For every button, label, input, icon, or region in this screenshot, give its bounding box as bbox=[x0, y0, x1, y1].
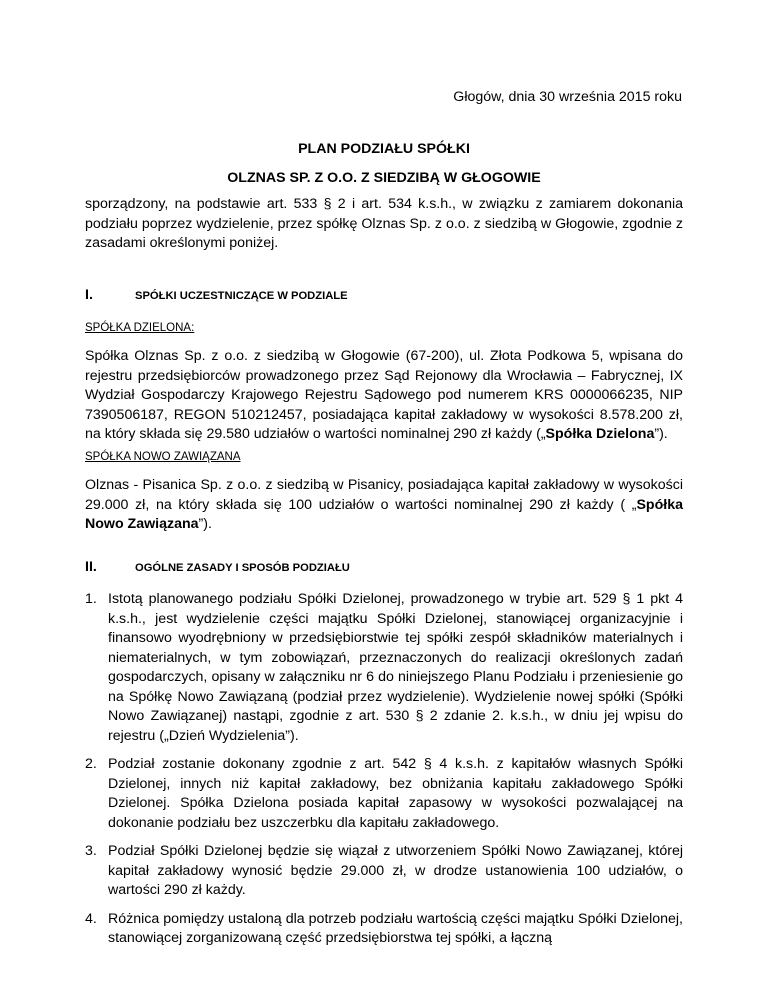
list-item bbox=[85, 842, 683, 901]
list-item bbox=[85, 590, 683, 746]
section-2-title: OGÓLNE ZASADY I SPOSÓB PODZIAŁU bbox=[135, 562, 350, 574]
list-item-text: Podział zostanie dokonany zgodnie z art. 542 § 4 k.s.h. z kapitałów własnych Spółki Dzielonej, innych niż kapitał zakładowy, bez obniżania kapitału zakładowego Spółki Dzielonej. Spółka Dzielona posiada kapitał zapasowy w wysokości pozwalającej na dokonanie podziału bez uszczerbku dla kapitału zakładowego. bbox=[108, 756, 683, 831]
list-item-text: Istotą planowanego podziału Spółki Dzielonej, prowadzonego w trybie art. 529 § 1 pkt 4 k.s.h., jest wydzielenie części majątku Spółki Dzielonej, stanowiącej organizacyjnie i finansowo wyodrębniony w przedsiębiorstwie tej spółki zespół składników materialnych i niematerialnych, w tym zobowiązań, przeznaczonych do realizacji określonych zadań gospodarczych, opisany w załączniku nr 6 do niniejszego Planu Podziału i przeniesienie go na Spółkę Nowo Zawiązaną (podział przez wydzielenie). Wydzielenie nowej spółki (Spółki Nowo Zawiązanej) nastąpi, zgodnie z art. 530 § 2 zdanie 2. k.s.h., w dniu jej wpisu do rejestru („Dzień Wydzielenia”). bbox=[108, 591, 683, 744]
section-1-heading bbox=[85, 286, 683, 307]
list-item-number: 1. bbox=[85, 591, 97, 607]
list-item-number: 4. bbox=[85, 910, 97, 927]
subheading-spolka-dzielona: SPÓŁKA DZIELONA: bbox=[85, 322, 195, 334]
spolka-nowo-zawiazana-paragraph bbox=[85, 476, 683, 535]
spolka-dzielona-paragraph bbox=[85, 347, 683, 445]
section-2-heading bbox=[85, 558, 683, 579]
division-rules-list bbox=[85, 590, 683, 958]
spolka-nowo-zawiazana-defined-term: Spółka Nowo Zawiązana bbox=[85, 496, 683, 532]
spolka-nowo-zawiazana-text-end: ”). bbox=[198, 516, 212, 532]
spolka-dzielona-defined-term: Spółka Dzielona bbox=[545, 426, 655, 442]
section-1-number: I. bbox=[85, 287, 93, 303]
document-subtitle: OLZNAS SP. Z O.O. Z SIEDZIBĄ W GŁOGOWIE bbox=[227, 170, 541, 186]
spolka-dzielona-text: Spółka Olznas Sp. z o.o. z siedzibą w Głogowie (67-200), ul. Złota Podkowa 5, wpisana do rejestru przedsiębiorców prowadzonego przez Sąd Rejonowy dla Wrocławia – Fabrycznej, IX Wydział Gospodarczy Krajowego Rejestru Sądowego pod numerem KRS 0000066235, NIP 7390506187, REGON 510212457, posiadająca kapitał zakładowy w wysokości 8.578.200 zł, na który składa się 29.580 udziałów o wartości nominalnej 290 zł każdy („ bbox=[85, 348, 683, 442]
spolka-dzielona-text-end: ”). bbox=[654, 426, 668, 442]
list-item-number: 2. bbox=[85, 756, 97, 772]
list-item bbox=[85, 910, 683, 949]
list-item-text: Różnica pomiędzy ustaloną dla potrzeb podziału wartością części majątku Spółki Dzielonej, stanowiącej zorganizowaną część przedsiębiorstwa tej spółki, a łączną bbox=[108, 910, 683, 946]
subheading-spolka-nowo-zawiazana: SPÓŁKA NOWO ZAWIĄZANA bbox=[85, 451, 241, 463]
date-line: Głogów, dnia 30 września 2015 roku bbox=[453, 89, 682, 105]
section-1-title: SPÓŁKI UCZESTNICZĄCE W PODZIALE bbox=[135, 290, 348, 302]
list-item-number: 3. bbox=[85, 843, 97, 859]
section-2-number: II. bbox=[85, 559, 97, 575]
list-item-text: Podział Spółki Dzielonej będzie się wiązał z utworzeniem Spółki Nowo Zawiązanej, której kapitał zakładowy wynosić będzie 29.000 zł, w drodze ustanowienia 100 udziałów, o wartości 290 zł każdy. bbox=[108, 843, 683, 898]
document-title: PLAN PODZIAŁU SPÓŁKI bbox=[298, 141, 470, 157]
intro-paragraph: sporządzony, na podstawie art. 533 § 2 i art. 534 k.s.h., w związku z zamiarem dokonania podziału poprzez wydzielenie, przez spółkę Olznas Sp. z o.o. z siedzibą w Głogowie, zgodnie z zasadami określonymi poniżej. bbox=[85, 196, 683, 251]
list-item bbox=[85, 755, 683, 833]
spolka-nowo-zawiazana-text: Olznas - Pisanica Sp. z o.o. z siedzibą w Pisanicy, posiadająca kapitał zakładowy w wysokości 29.000 zł, na który składa się 100 udziałów o wartości nominalnej 290 zł każdy ( „ bbox=[85, 477, 683, 513]
